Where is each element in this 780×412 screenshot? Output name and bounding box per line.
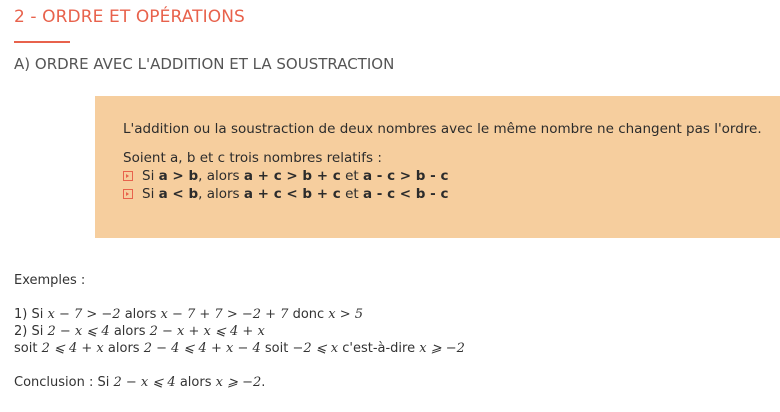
rule-item-2: Si a < b , alors a + c < b + c et a - c < b - c — [123, 185, 780, 203]
section-title: 2 - ORDRE ET OPÉRATIONS — [14, 7, 245, 27]
example-2: 2) Si 2 − x ⩽ 4 alors 2 − x + x ⩽ 4 + x — [14, 324, 265, 339]
examples-section — [14, 272, 465, 391]
rule-box — [95, 96, 780, 238]
subsection-title: A) ORDRE AVEC L'ADDITION ET LA SOUSTRACTION — [14, 55, 395, 73]
title-underline — [14, 41, 70, 43]
examples-heading: Exemples : — [14, 273, 86, 288]
rule-item-1: Si a > b , alors a + c > b + c et a - c > b - c — [123, 167, 780, 185]
example-1: 1) Si x − 7 > −2 alors x − 7 + 7 > −2 + 7 donc x > 5 — [14, 307, 364, 322]
arrow-square-icon — [123, 171, 133, 181]
example-2-continued: soit 2 ⩽ 4 + x alors 2 − 4 ⩽ 4 + x − 4 soit −2 ⩽ x c'est-à-dire x ⩾ −2 — [14, 341, 465, 356]
conclusion: Conclusion : Si 2 − x ⩽ 4 alors x ⩾ −2. — [14, 375, 266, 390]
rule-statement: L'addition ou la soustraction de deux nombres avec le même nombre ne changent pas l'ordre. — [123, 121, 762, 137]
rule-intro: Soient a, b et c trois nombres relatifs : — [123, 150, 382, 166]
arrow-square-icon — [123, 189, 133, 199]
